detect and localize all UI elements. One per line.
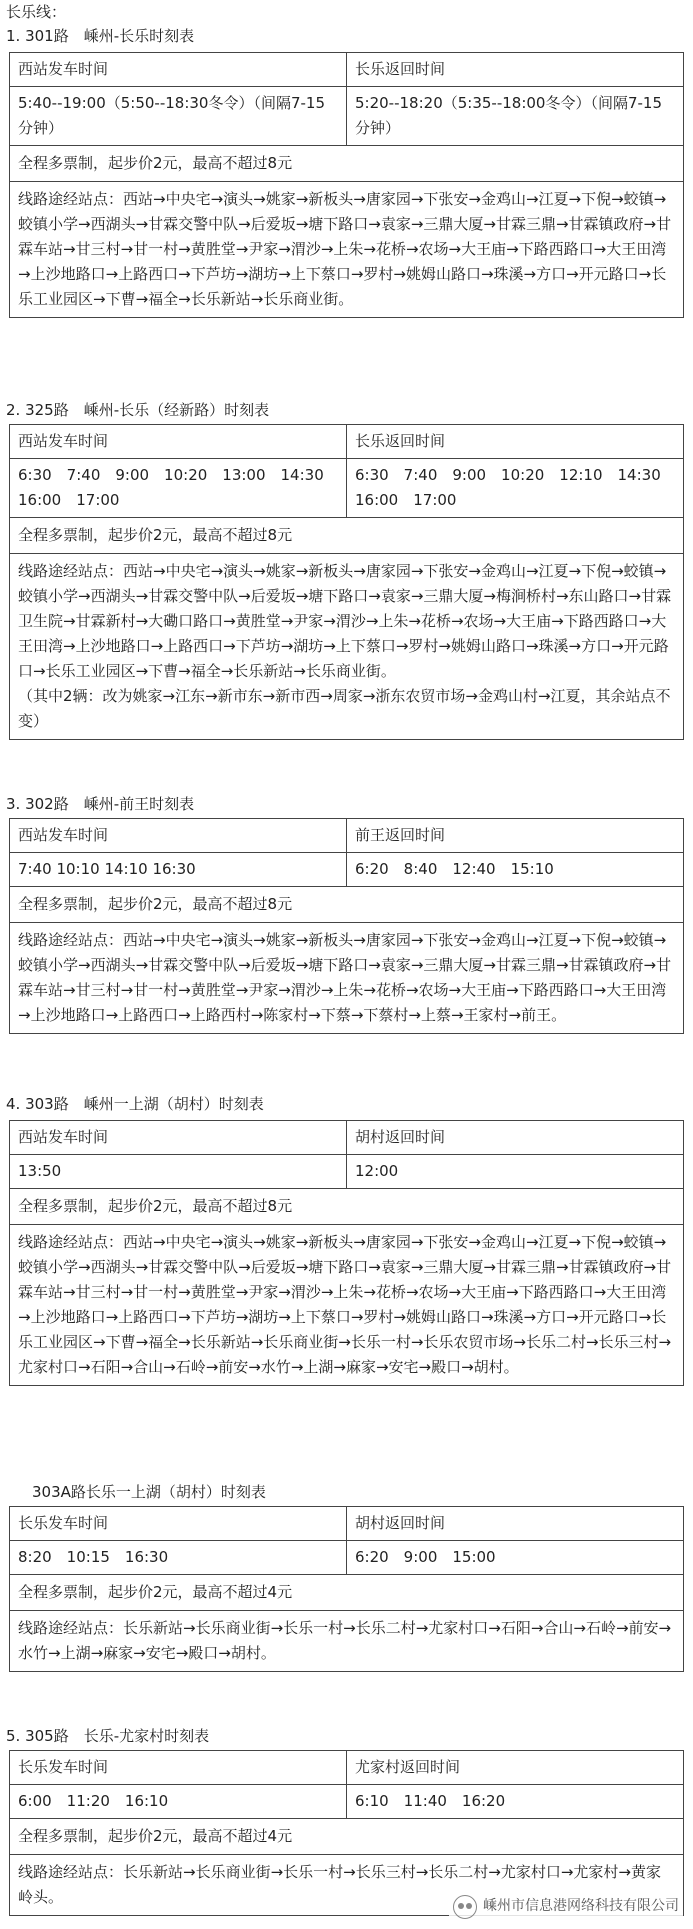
- station-list: 线路途经站点：长乐新站→长乐商业街→长乐一村→长乐三村→长乐二村→尤家村口→尤家村→黄家岭头。: [10, 1855, 684, 1916]
- departure-times: 13:50: [10, 1155, 347, 1189]
- station-list: 线路途经站点：西站→中央宅→演头→姚家→新板头→唐家园→下张安→金鸡山→江夏→下倪→蛟镇→蛟镇小学→西湖头→甘霖交警中队→后爱坂→塘下路口→袁家→三鼎大厦→甘霖三鼎→甘霖镇政府→甘霖车站→甘三村→甘一村→黄胜堂→尹家→渭沙→上朱→花桥→农场→大王庙→下路西路口→大王田湾→上沙地路口→上路西口→下芦坊→湖坊→上下蔡口→罗村→姚姆山路口→珠溪→方口→开元路口→长乐工业园区→下曹→福全→长乐新站→长乐商业街→长乐一村→长乐农贸市场→长乐二村→长乐三村→尤家村口→石阳→合山→石岭→前安→水竹→上湖→麻家→安宅→殿口→胡村。: [10, 1225, 684, 1386]
- fare-info: 全程多票制，起步价2元，最高不超过8元: [10, 518, 684, 554]
- station-list: 线路途经站点：西站→中央宅→演头→姚家→新板头→唐家园→下张安→金鸡山→江夏→下倪→蛟镇→蛟镇小学→西湖头→甘霖交警中队→后爱坂→塘下路口→袁家→三鼎大厦→甘霖三鼎→甘霖镇政府→甘霖车站→甘三村→甘一村→黄胜堂→尹家→渭沙→上朱→花桥→农场→大王庙→下路西路口→大王田湾→上沙地路口→上路西口→上路西村→陈家村→下蔡→下蔡村→上蔡→王家村→前王。: [10, 923, 684, 1034]
- return-times: 5:20--18:20（5:35--18:00冬令）（间隔7-15分钟）: [347, 87, 684, 146]
- station-list: 线路途经站点：西站→中央宅→演头→姚家→新板头→唐家园→下张安→金鸡山→江夏→下倪→蛟镇→蛟镇小学→西湖头→甘霖交警中队→后爱坂→塘下路口→袁家→三鼎大厦→甘霖三鼎→甘霖镇政府→甘霖车站→甘三村→甘一村→黄胜堂→尹家→渭沙→上朱→花桥→农场→大王庙→下路西路口→大王田湾→上沙地路口→上路西口→下芦坊→湖坊→上下蔡口→罗村→姚姆山路口→珠溪→方口→开元路口→长乐工业园区→下曹→福全→长乐新站→长乐商业街。: [10, 182, 684, 318]
- fare-info: 全程多票制，起步价2元，最高不超过4元: [10, 1819, 684, 1855]
- return-header: 胡村返回时间: [347, 1121, 684, 1155]
- departure-header: 长乐发车时间: [10, 1751, 347, 1785]
- return-header: 尤家村返回时间: [347, 1751, 684, 1785]
- return-times: 6:20 8:40 12:40 15:10: [347, 853, 684, 887]
- departure-header: 西站发车时间: [10, 53, 347, 87]
- fare-info: 全程多票制，起步价2元，最高不超过8元: [10, 1189, 684, 1225]
- station-list-cell: [10, 554, 684, 740]
- fare-info: 全程多票制，起步价2元，最高不超过8元: [10, 887, 684, 923]
- route-title: 2. 325路 嵊州-长乐（经新路）时刻表: [6, 401, 270, 419]
- return-times: 6:30 7:40 9:00 10:20 12:10 14:30 16:00 17:00: [347, 459, 684, 518]
- watermark-text: 嵊州市信息港网络科技有限公司: [483, 1898, 679, 1914]
- departure-header: 西站发车时间: [10, 1121, 347, 1155]
- watermark: [449, 1892, 683, 1921]
- return-times: 6:10 11:40 16:20: [347, 1785, 684, 1819]
- fare-info: 全程多票制，起步价2元，最高不超过8元: [10, 146, 684, 182]
- return-header: 胡村返回时间: [347, 1507, 684, 1541]
- route-title: 303A路长乐一上湖（胡村）时刻表: [32, 1483, 266, 1501]
- departure-times: 8:20 10:15 16:30: [10, 1541, 347, 1575]
- departure-times: 6:00 11:20 16:10: [10, 1785, 347, 1819]
- fare-info: 全程多票制，起步价2元，最高不超过4元: [10, 1575, 684, 1611]
- route-title: 1. 301路 嵊州-长乐时刻表: [6, 27, 195, 45]
- departure-times: 6:30 7:40 9:00 10:20 13:00 14:30 16:00 17:00: [10, 459, 347, 518]
- wechat-icon: [453, 1895, 477, 1919]
- route-table: [9, 52, 684, 318]
- route-table: [9, 424, 684, 740]
- departure-header: 长乐发车时间: [10, 1507, 347, 1541]
- return-header: 长乐返回时间: [347, 425, 684, 459]
- departure-times: 5:40--19:00（5:50--18:30冬令）（间隔7-15分钟）: [10, 87, 347, 146]
- route-title: 4. 303路 嵊州一上湖（胡村）时刻表: [6, 1095, 264, 1113]
- route-table: [9, 818, 684, 1034]
- route-table: [9, 1506, 684, 1672]
- station-list: 线路途经站点：长乐新站→长乐商业街→长乐一村→长乐二村→尤家村口→石阳→合山→石岭→前安→水竹→上湖→麻家→安宅→殿口→胡村。: [10, 1611, 684, 1672]
- return-header: 长乐返回时间: [347, 53, 684, 87]
- departure-header: 西站发车时间: [10, 819, 347, 853]
- route-title: 3. 302路 嵊州-前王时刻表: [6, 795, 195, 813]
- route-table: [9, 1120, 684, 1386]
- departure-header: 西站发车时间: [10, 425, 347, 459]
- return-times: 6:20 9:00 15:00: [347, 1541, 684, 1575]
- departure-times: 7:40 10:10 14:10 16:30: [10, 853, 347, 887]
- station-list: 线路途经站点：西站→中央宅→演头→姚家→新板头→唐家园→下张安→金鸡山→江夏→下倪→蛟镇→蛟镇小学→西湖头→甘霖交警中队→后爱坂→塘下路口→袁家→三鼎大厦→梅涧桥村→东山路口→甘霖卫生院→甘霖新村→大磡口路口→黄胜堂→尹家→渭沙→上朱→花桥→农场→大王庙→下路西路口→大王田湾→上沙地路口→上路西口→下芦坊→湖坊→上下蔡口→罗村→姚姆山路口→珠溪→方口→开元路口→长乐工业园区→下曹→福全→长乐新站→长乐商业街。: [18, 562, 672, 680]
- return-header: 前王返回时间: [347, 819, 684, 853]
- route-title: 5. 305路 长乐-尤家村时刻表: [6, 1727, 210, 1745]
- route-note: （其中2辆：改为姚家→江东→新市东→新市西→周家→浙东农贸市场→金鸡山村→江夏，其余站点不变）: [18, 687, 671, 730]
- section-heading: 长乐线：: [6, 3, 67, 21]
- return-times: 12:00: [347, 1155, 684, 1189]
